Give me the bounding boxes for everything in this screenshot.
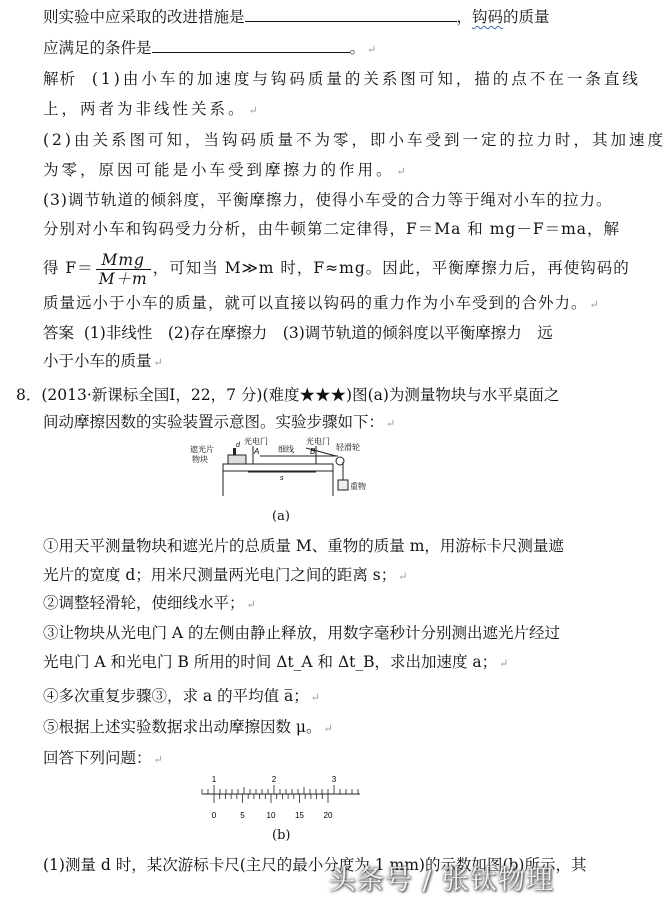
text: 则实验中应采取的改进措施是	[43, 8, 245, 26]
label-gate-b: 光电门	[306, 437, 330, 446]
fraction: $\frac{\text{Mmg}}{M+m}$	[96, 251, 151, 288]
paragraph-mark-icon: ↵	[589, 298, 600, 311]
analysis-formula-line: 得 F＝ $\frac{\text{Mmg}}{M+m}$ ，可知当 M≫m 时，F≈mg。因此，平衡摩擦力后，再使钩码的	[43, 250, 630, 288]
answer-line: 答案 (1)非线性 (2)存在摩擦力 (3)调节轨道的倾斜度以平衡摩擦力 远	[43, 324, 553, 342]
step-4: ④多次重复步骤③，求 a 的平均值 a̅； ↵	[43, 687, 320, 705]
label-a: A	[254, 447, 260, 456]
watermark: 头条号 / 张钛物理	[328, 865, 554, 896]
step-3: ③让物块从光电门 A 的左侧由静止释放，用数字毫秒计分别测出遮光片经过	[43, 624, 561, 642]
label-weight: 重物	[350, 482, 366, 491]
label-b: B	[310, 447, 316, 456]
paragraph-mark-icon: ↵	[386, 417, 396, 430]
question-1-line: (1)测量 d 时，某次游标卡尺(主尺的最小分度为 1 mm)的示数如图(b)所示，其	[43, 856, 587, 874]
fill-in-line-2: 应满足的条件是 。 ↵	[43, 39, 377, 57]
step-1-cont: 光片的宽度 d；用米尺测量两光电门之间的距离 s； ↵	[43, 566, 408, 584]
vernier-label-10: 10	[266, 811, 276, 820]
step-5: ⑤根据上述实验数据求出动摩擦因数 μ。 ↵	[43, 718, 333, 736]
vernier-label-5: 5	[240, 811, 245, 820]
table-top	[223, 464, 333, 471]
step-3-cont: 光电门 A 和光电门 B 所用的时间 Δt_A 和 Δt_B，求出加速度 a； ↵	[43, 653, 509, 671]
paragraph-mark-icon: ↵	[398, 570, 408, 583]
vernier-label-15: 15	[295, 811, 304, 820]
vernier-label-0: 0	[211, 811, 217, 820]
figure-b-caption: (b)	[272, 828, 291, 843]
analysis-line: 上，两者为非线性关系。 ↵	[43, 100, 261, 118]
label-shade: 遮光片	[190, 445, 214, 454]
paragraph-mark-icon: ↵	[310, 691, 320, 704]
analysis-line: 质量远小于小车的质量，就可以直接以钩码的重力作为小车受到的合外力。 ↵	[43, 294, 600, 312]
paragraph-mark-icon: ↵	[396, 165, 409, 178]
paragraph-mark-icon: ↵	[367, 43, 377, 56]
shading-plate-icon	[233, 448, 236, 455]
step-1: ①用天平测量物块和遮光片的总质量 M、重物的质量 m，用游标卡尺测量遮	[43, 537, 564, 555]
weight-icon	[338, 480, 348, 490]
fill-in-line-1: 则实验中应采取的改进措施是 ，钩码的质量	[43, 8, 550, 26]
ask-line: 回答下列问题： ↵	[43, 749, 163, 767]
apparatus-figure	[188, 436, 388, 506]
main-label-3: 3	[331, 775, 337, 784]
paragraph-mark-icon: ↵	[248, 104, 261, 117]
main-label-1: 1	[211, 775, 217, 784]
analysis-label: 解析	[43, 70, 77, 88]
answer-blank	[152, 38, 350, 53]
answer-line: 小于小车的质量 ↵	[43, 352, 163, 370]
paragraph-mark-icon: ↵	[246, 598, 256, 611]
step-2: ②调整轻滑轮，使细线水平； ↵	[43, 594, 256, 612]
block-icon	[228, 455, 246, 464]
analysis-line: 解析 (1)由小车的加速度与钩码质量的关系图可知，描的点不在一条直线	[43, 70, 641, 88]
label-d: d	[236, 442, 240, 449]
answer-blank	[245, 7, 457, 22]
main-label-2: 2	[271, 775, 277, 784]
label-string: 细线	[278, 445, 294, 454]
question-number: 8．	[16, 386, 42, 404]
label-pulley: 轻滑轮	[336, 443, 360, 452]
paragraph-mark-icon: ↵	[323, 722, 333, 735]
question-8-header: 8．(2013·新课标全国Ⅰ，22，7 分)(难度★★★)图(a)为测量物块与水平桌面之	[16, 386, 560, 404]
analysis-line: 分别对小车和钩码受力分析，由牛顿第二定律得，F＝Ma 和 mg－F＝ma，解	[43, 220, 621, 238]
vernier-label-20: 20	[323, 811, 333, 820]
label-gate-a: 光电门	[244, 437, 268, 446]
analysis-line: (2)由关系图可知，当钩码质量不为零，即小车受到一定的拉力时，其加速度	[43, 131, 666, 149]
analysis-line: (3)调节轨道的倾斜度，平衡摩擦力，使得小车受的合力等于绳对小车的拉力。	[43, 191, 613, 209]
answer-label: 答案	[43, 324, 75, 342]
question-line: 间动摩擦因数的实验装置示意图。实验步骤如下： ↵	[43, 413, 396, 431]
label-s: s	[280, 475, 284, 482]
label-block: 物块	[192, 455, 208, 464]
main-scale-ticks	[202, 785, 358, 794]
figure-a-caption: (a)	[272, 509, 290, 524]
analysis-line: 为零，原因可能是小车受到摩擦力的作用。 ↵	[43, 161, 409, 179]
vernier-scale-ticks	[214, 794, 328, 803]
paragraph-mark-icon: ↵	[153, 356, 163, 369]
vernier-caliper-figure	[196, 772, 366, 824]
paragraph-mark-icon: ↵	[153, 753, 163, 766]
paragraph-mark-icon: ↵	[499, 657, 509, 670]
